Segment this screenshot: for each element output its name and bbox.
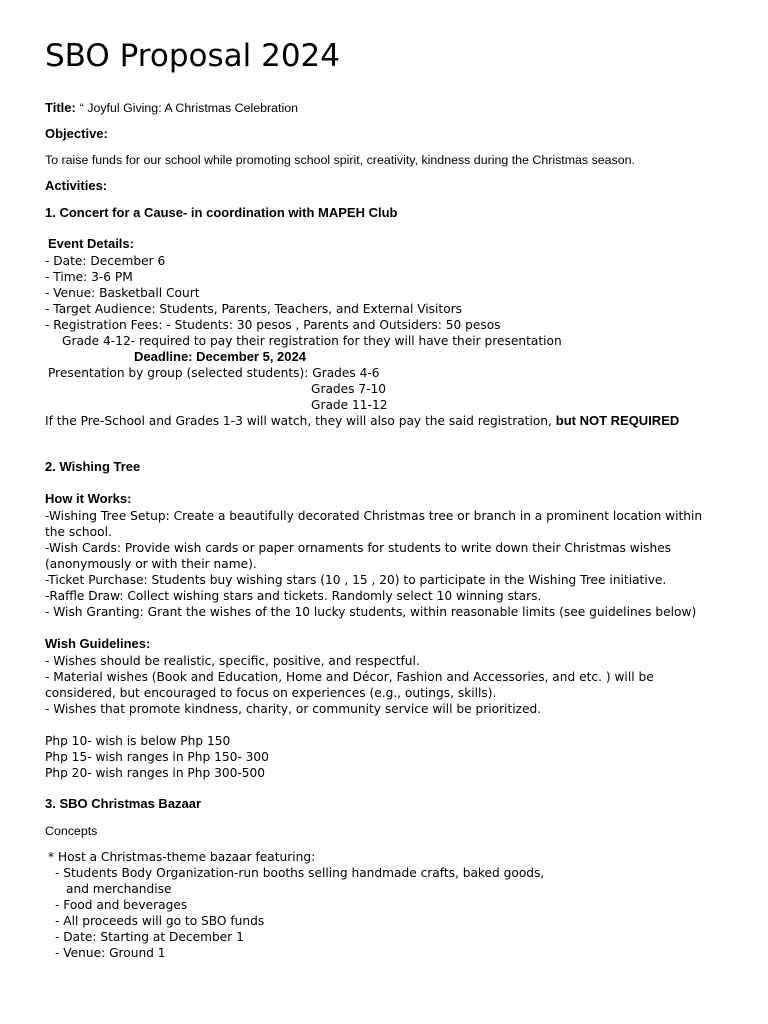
deadline: Deadline: December 5, 2024: [134, 349, 306, 364]
grade-note: Grade 4-12- required to pay their registration for they will have their presentation: [62, 334, 562, 348]
preschool-text: If the Pre-School and Grades 1-3 will watch, they will also pay the said registration,: [45, 414, 552, 428]
cards-line-2: (anonymously or with their name).: [45, 557, 257, 571]
price-2: Php 15- wish ranges in Php 150- 300: [45, 750, 269, 764]
event-venue: - Venue: Basketball Court: [45, 286, 200, 300]
price-1: Php 10- wish is below Php 150: [45, 734, 231, 748]
event-time: - Time: 3-6 PM: [45, 270, 133, 284]
ticket-line: -Ticket Purchase: Students buy wishing stars (10 , 15 , 20) to participate in the Wishing Tree initiative.: [45, 573, 667, 587]
bazaar-item-3: - All proceeds will go to SBO funds: [55, 914, 265, 928]
objective-text: To raise funds for our school while promoting school spirit, creativity, kindness during the Christmas season.: [45, 153, 635, 167]
activity-1-heading: 1. Concert for a Cause- in coordination with MAPEH Club: [45, 205, 398, 220]
price-3: Php 20- wish ranges in Php 300-500: [45, 766, 266, 780]
bazaar-item-5: - Venue: Ground 1: [55, 946, 166, 960]
event-details-label: Event Details:: [48, 236, 134, 251]
presentation-grades-7-10: Grades 7-10: [311, 382, 387, 396]
how-it-works-label: How it Works:: [45, 491, 132, 506]
cards-line-1: -Wish Cards: Provide wish cards or paper ornaments for students to write down their Christmas wishes: [45, 541, 672, 555]
title-label: Title:: [45, 100, 76, 115]
raffle-line: -Raffle Draw: Collect wishing stars and tickets. Randomly select 10 winning stars.: [45, 589, 542, 603]
guideline-2a: - Material wishes (Book and Education, Home and Décor, Fashion and Accessories, and etc. ) will be: [45, 670, 654, 684]
preschool-note: [45, 413, 679, 429]
event-date: - Date: December 6: [45, 254, 166, 268]
granting-line: - Wish Granting: Grant the wishes of the 10 lucky students, within reasonable limits (see guidelines below): [45, 605, 697, 619]
guideline-1: - Wishes should be realistic, specific, positive, and respectful.: [45, 654, 420, 668]
title-value: “ Joyful Giving: A Christmas Celebration: [79, 101, 299, 115]
setup-line-1: -Wishing Tree Setup: Create a beautifully decorated Christmas tree or branch in a prominent location within: [45, 509, 703, 523]
setup-line-2: the school.: [45, 525, 112, 539]
presentation-grades-11-12: Grade 11-12: [311, 398, 388, 412]
guideline-2b: considered, but encouraged to focus on experiences (e.g., outings, skills).: [45, 686, 497, 700]
bazaar-item-2: - Food and beverages: [55, 898, 188, 912]
activities-label: Activities:: [45, 178, 108, 193]
wish-guidelines-label: Wish Guidelines:: [45, 636, 151, 651]
page-title: SBO Proposal 2024: [45, 38, 340, 74]
activity-2-heading: 2. Wishing Tree: [45, 459, 141, 474]
event-fees: - Registration Fees: - Students: 30 pesos , Parents and Outsiders: 50 pesos: [45, 318, 501, 332]
event-audience: - Target Audience: Students, Parents, Teachers, and External Visitors: [45, 302, 463, 316]
bazaar-host: * Host a Christmas-theme bazaar featuring:: [48, 850, 316, 864]
concepts-label: Concepts: [45, 824, 98, 838]
objective-label: Objective:: [45, 126, 108, 141]
bazaar-item-1a: - Students Body Organization-run booths selling handmade crafts, baked goods,: [55, 866, 545, 880]
bazaar-item-1b: and merchandise: [66, 882, 172, 896]
guideline-3: - Wishes that promote kindness, charity, or community service will be prioritized.: [45, 702, 542, 716]
not-required: but NOT REQUIRED: [555, 413, 680, 428]
activity-3-heading: 3. SBO Christmas Bazaar: [45, 796, 202, 811]
presentation-line: Presentation by group (selected students): Grades 4-6: [48, 366, 380, 380]
title-line: [45, 100, 298, 116]
bazaar-item-4: - Date: Starting at December 1: [55, 930, 244, 944]
